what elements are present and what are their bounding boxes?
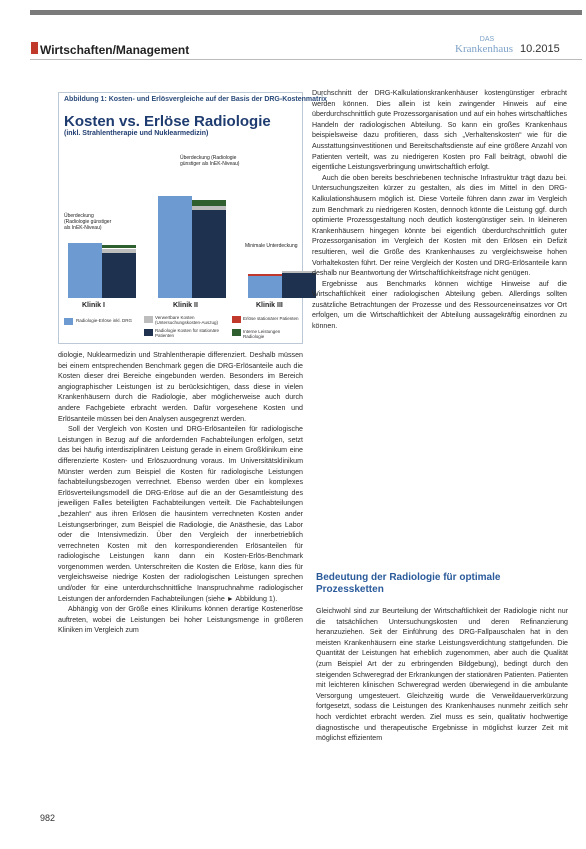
bar-segment-grau-1: [102, 249, 136, 253]
legend-swatch-kosten: [144, 329, 153, 336]
bar-erloese-1: [68, 243, 102, 298]
section-title: Wirtschaften/Management: [40, 43, 190, 57]
logo-top: DAS: [479, 36, 495, 43]
chart-plot-area: [58, 150, 301, 300]
page-number: 982: [40, 813, 56, 823]
paragraph: Ergebnisse aus Benchmarks können wichtige Hinweise auf die Wirtschaftlichkeit einer radiologischen Abteilung geben. Allerdings sollten zusätzliche Betrachtungen der Prozesse und des Ressourceneinsatzes vor Ort erfolgen, um die Wirtschaftlichkeit der Abteilung aussagekräftig einordnen zu können.: [312, 279, 567, 331]
logo-text: Krankenhaus: [455, 43, 514, 55]
figure-subtitle: (inkl. Strahlentherapie und Nuklearmedizin): [64, 130, 209, 137]
legend-swatch-verwertbar: [144, 316, 153, 323]
right-column-top: [312, 88, 567, 332]
x-tick-klinik-2: Klinik II: [173, 302, 198, 309]
bar-segment-rot-3: [248, 274, 282, 276]
bar-erloese-2: [158, 196, 192, 298]
bar-kosten-2: [192, 210, 226, 298]
annotation-klinik-1: Überdeckung (Radiologie günstiger als InEK-Niveau): [64, 213, 112, 231]
bar-segment-gruen-2: [192, 200, 226, 206]
bar-segment-grau-3: [282, 271, 316, 273]
section-heading: Bedeutung der Radiologie für optimale Prozessketten: [316, 572, 501, 595]
bar-segment-grau-2: [192, 206, 226, 210]
issue-date: 10.2015: [520, 43, 560, 55]
paragraph: diologie, Nuklearmedizin und Strahlentherapie differenziert. Deshalb müssen bei einem entsprechenden Benchmark gegen die DRG-Erlösanteile auch die Kosten dieser drei Bereiche eingebunden werden. Besonders im Bereich angiographischer Leistungen ist zu berücksichtigen, dass diese in vielen Krankenhäusern durch die Radiologie, aber möglicherweise auch durch andere Fachgebiete erbracht werden. Dafür vorgesehene Kosten und Erlösanteile müssen bei den Analysen ausgegrenzt werden.: [58, 351, 303, 423]
section-marker: [31, 42, 38, 54]
annotation-klinik-2: Überdeckung (Radiologie günstiger als InEK-Niveau): [180, 155, 240, 167]
bar-erloese-3: [248, 276, 282, 298]
legend-label-erloese: Radiologie-Erlöse inkl. DRG: [76, 318, 133, 323]
bar-segment-gruen-1: [102, 245, 136, 248]
header-rule: [30, 59, 582, 60]
legend-label-kosten: Radiologie Kosten für stationäre Patienten: [155, 328, 220, 338]
x-tick-klinik-1: Klinik I: [82, 302, 105, 309]
paragraph: Soll der Vergleich von Kosten und DRG-Erlösanteilen für radiologische Leistungen in Bezug auf die anfordernden Fachabteilungen erfolgen, setzt das bei häufig interdisziplinären Leistung gerade in einem Großklinikum eine differenzierte Kosten- und Erlöszuordnung voraus. Im Universitätsklinikum Münster werden zum Beispiel die Kosten für radiologische Leistungen fachabteilungsbezogen verrechnet. Ebenso werden über ein komplexes Erlösverteilungsmodell die DRG-Erlöse auf die an der Gesamtleistung des jeweiligen Falles beteiligten Fachabteilungen verteilt. Die Fachabteilungen „bezahlen“ aus ihren Erlösen die hausintern verrechneten Kosten ander Leistungserbringer, zum Beispiel die Radiologie, die Anästhesie, das Labor oder die Intensivmedizin. Über den Vergleich der innerbetrieblich verrechneten Kosten mit den korrespondierenden Erlösanteilen für radiologische Leistungen kann dann ein Kosten-Erlös-Benchmark vorgenommen werden. Unterschreiten die Kosten die Erlöse, kann dies für vergleichsweise niedrige Kosten der radiologischen Leistungen sprechen und/oder für eine unterdurchschnittliche Inanspruchnahme radiologischer Leistungen der anfordernden Fachabteilungen (siehe ► Abbildung 1).: [58, 425, 303, 603]
x-tick-klinik-3: Klinik III: [256, 302, 283, 309]
legend-label-erloese-stationaer: Erlöse stationärer Patienten: [243, 316, 299, 321]
annotation-klinik-3: Minimale Unterdeckung: [245, 243, 298, 249]
paragraph: Abhängig von der Größe eines Klinikums können derartige Kostenerlöse auftreten, wobei die Leistungen bei hoher Leistungsmenge in größeren Kliniken im Vergleich zum: [58, 605, 303, 635]
right-column-bottom: [316, 606, 568, 744]
figure-title: Kosten vs. Erlöse Radiologie: [64, 113, 271, 130]
header-bar: [30, 10, 582, 15]
bar-kosten-3: [282, 273, 316, 298]
legend-label-intern: Interne Leistungen Radiologie: [243, 329, 281, 339]
bar-kosten-1: [102, 253, 136, 298]
legend-swatch-intern: [232, 329, 241, 336]
legend-swatch-erloese: [64, 318, 73, 325]
paragraph: Durchschnitt der DRG-Kalkulationskrankenhäuser kostengünstiger erbracht werden können. Dies allein ist kein zwingender Hinweis auf eine überdurchschnittlich gute Prozessorganisation und auf ein hohes wirtschaftliches Handeln der radiologischen Abteilung. So kann ein großes Krankenhaus beispielsweise dazu profitieren, dass sich „Verhaltenskosten“ wie für die Ausstattungsinvestitionen und Bereitschaftsdienste auf eine größere Anzahl von Patienten verteilt, was zu niedrigeren Kosten pro Fall beiträgt, obwohl die eigentliche Leistungsverbringung unwirtschaftlich erfolgt.: [312, 89, 567, 172]
legend-label-verwertbar: Verwertbare Kosten (Untersuchungskosten-Auszug): [155, 315, 219, 325]
legend-swatch-erloese-stationaer: [232, 316, 241, 323]
paragraph: Auch die oben bereits beschriebenen technische Infrastruktur trägt dazu bei. Untersuchungszeiten kürzer zu gestalten, als dies im Mittel in den DRG-Kalkulationshäusern möglich ist. Diese Vorteile führen dann zwar im Vergleich zum Benchmark zu niedrigeren Kosten, dennoch könnte die Leistung ggf. durch optimierte Prozessgestaltung noch deutlich kostengünstiger sein. In kleineren Krankenhäusern hingegen könnte bei eigentlich überdurchschnittlich guter Prozessorganisation im Vergleich der Kosten mit den Erlösen ein Defizit resultieren, weil die Größe des Krankenhauses zu vergleichsweise hohen Vorhaltekosten führt. Der reine Vergleich der Kosten und DRG-Erlösanteile kann deshalb nur Beantwortung der Wirtschaftlichkeitsfrage nicht genügen.: [312, 173, 567, 278]
figure-caption: Abbildung 1: Kosten- und Erlösvergleiche auf der Basis der DRG-Kostenmatrix: [64, 96, 327, 103]
paragraph: Gleichwohl sind zur Beurteilung der Wirtschaftlichkeit der Radiologie nicht nur die tatsächlichen Untersuchungskosten und deren Refinanzierung heranzuziehen. Seit der Einführung des DRG-Fallpauschalen hat in den meisten Krankenhäusern eine starke Leistungsverdichtung stattgefunden. Die Quantität der Leistungen hat erheblich zugenommen, aber auch die Qualität (zum Beispiel Art der zu erbringenden Bildgebung), bedingt durch den steigenden Schweregrad der Erkrankungen der stationären Patienten. Patienten mit leichteren klinischen Schweregrad werden überwiegend in die ambulante Versorgung umgesteuert. Gleichzeitig wurde die Verweildauerverkürzung fortgesetzt, sodass die Leistungen des Krankenhauses nunmehr zeitlich sehr hoch verdichtet erbracht werden. Ziel muss es sein, qualitativ hochwertige diagnostische und therapeutische Ergebnisse in möglichst kurzer Zeit mit möglichst effizientem: [316, 607, 568, 743]
magazine-logo: [455, 36, 519, 60]
left-column: [58, 350, 303, 636]
